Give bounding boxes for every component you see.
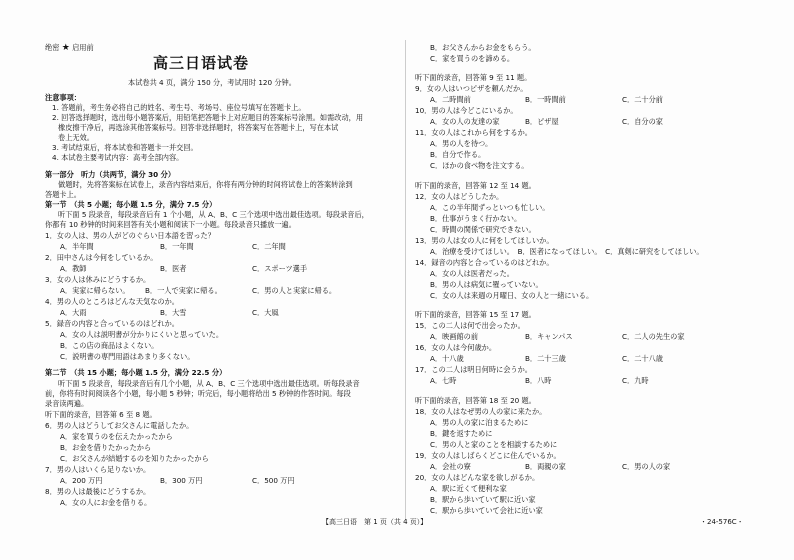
section2-instruction: 录音读两遍。 <box>45 399 89 408</box>
option-b: B．300 万円 <box>160 476 203 485</box>
question-4: 4．男の人のところはどんな天気なのか。 <box>45 297 179 306</box>
option-line: A．この半年間ずっといつも忙しい。 <box>430 203 550 212</box>
option-c: C．九時 <box>622 376 649 385</box>
status-label: 启用前 <box>72 43 94 52</box>
page-title: 高三日语试卷 <box>153 54 250 72</box>
secret-label: 绝密 <box>45 43 60 52</box>
notes-item: 橡皮擦干净后，再选涂其他答案标号。回答非选择题时，将答案写在答题卡上，写在本试 <box>58 123 339 132</box>
option-line: B．この店の商品はよくない。 <box>60 341 159 350</box>
option-c: C．500 万円 <box>252 476 295 485</box>
option-c: C．男の人の家 <box>622 462 671 471</box>
section1-heading: 第一节 （共 5 小题；每小题 1.5 分，满分 7.5 分） <box>45 200 217 209</box>
option-b: B．キャンパス <box>525 332 573 341</box>
part1-heading: 第一部分 听力（共两节，满分 30 分） <box>45 170 176 179</box>
option-b: B．一年間 <box>160 242 194 251</box>
option-a: A．教師 <box>60 264 87 273</box>
option-a: A．大雨 <box>60 308 87 317</box>
section1-instruction: 听下面 5 段录音，每段录音后有 1 个小题，从 A、B、C 三个选项中选出最佳选项。每段录音后， <box>58 210 369 219</box>
question-19: 19．女の人はしばらくどこに住んでいるか。 <box>415 451 561 460</box>
option-b: B．両親の家 <box>525 462 566 471</box>
question-14: 14．録音の内容と合っているのはどれか。 <box>415 258 554 267</box>
option-line: A．男の人の家に泊まるために <box>430 418 529 427</box>
option-line: C．女の人は来週の月曜日、女の人と一緒にいる。 <box>430 291 594 300</box>
question-9: 9．女の人はいつピザを頼んだか。 <box>415 84 528 93</box>
notes-item: 3. 考试结束后，将本试卷和答题卡一并交回。 <box>52 143 198 152</box>
option-a: A．実家に帰らない。 <box>60 286 130 295</box>
notes-item: 1. 答题前，考生务必将自己的姓名、考生号、考场号、座位号填写在答题卡上。 <box>52 103 306 112</box>
option-b: B．一人で実家に帰る。 <box>145 286 222 295</box>
option-a: A．二時間前 <box>430 95 471 104</box>
option-c: C．男の人と実家に帰る。 <box>252 286 337 295</box>
group-heading: 听下面的录音，回答第 9 至 11 题。 <box>415 73 532 82</box>
option-line: C．男の人と家のことを相談するために <box>430 440 558 449</box>
option-line: A．男の人を待つ。 <box>430 139 493 148</box>
option-c: C．自分の家 <box>622 117 663 126</box>
option-line: A．女の人は説明書が分かりにくいと思っていた。 <box>60 330 224 339</box>
option-line: C．駅から歩いていて会社に近い家 <box>430 506 543 515</box>
secret-header <box>45 43 94 53</box>
question-7: 7．男の人はいくら足りないか。 <box>45 465 151 474</box>
option-b: B．二十三歳 <box>525 354 566 363</box>
option-c: C．大風 <box>252 308 279 317</box>
question-20: 20．女の人はどんな家を欲しがるか。 <box>415 473 540 482</box>
group-heading: 听下面的录音，回答第 18 至 20 题。 <box>415 396 536 405</box>
option-b: B．医者 <box>160 264 187 273</box>
option-b: B．ピザ屋 <box>525 117 559 126</box>
option-a: A．女の人の友達の家 <box>430 117 500 126</box>
option-b: B．一時間前 <box>525 95 566 104</box>
option-line: C．お父さんが結婚するのを知りたかったから <box>60 454 209 463</box>
option-line: C．家を買うのを諦める。 <box>430 54 515 63</box>
section2-instruction: 听下面 5 段录音，每段录音后有几个小题，从 A、B、C 三个选项中选出最佳选项。听每段录音 <box>58 379 360 388</box>
option-line: B．男の人は病気に罹っていない。 <box>430 280 543 289</box>
question-2: 2．田中さんは今何をしているか。 <box>45 253 158 262</box>
option-c: C．二十分前 <box>622 95 663 104</box>
notes-item: 2. 回答选择题时，选出每小题答案后，用铅笔把答题卡上对应题目的答案标号涂黑。如需改动，用 <box>52 113 364 122</box>
exam-code: ・24-576C・ <box>700 518 744 526</box>
page-footer: 【高三日语 第 1 页（共 4 页）】 <box>322 518 428 526</box>
option-line: A．家を買うのを伝えたかったから <box>60 432 173 441</box>
option-line: C．説明書の専門用語はあまり多くない。 <box>60 352 195 361</box>
option-c: C．二人の先生の家 <box>622 332 685 341</box>
notes-heading: 注意事项： <box>45 93 81 102</box>
question-11: 11．女の人はこれから何をするか。 <box>415 128 532 137</box>
divider <box>405 40 406 520</box>
question-10: 10．男の人は今どこにいるか。 <box>415 106 518 115</box>
group-heading: 听下面的录音，回答第 15 至 17 题。 <box>415 310 536 319</box>
option-a: A．200 万円 <box>60 476 103 485</box>
section2-instruction: 前，你将有时间阅读各个小题，每小题 5 秒钟；听完后，每小题将给出 5 秒钟的作答时间。每段 <box>45 389 351 398</box>
option-line: B．自分で作る。 <box>430 150 486 159</box>
option-c: C．二十八歳 <box>622 354 663 363</box>
question-1: 1．女の人は、男の人がどのぐらい日本語を習った？ <box>45 231 215 240</box>
option-b: B．八時 <box>525 376 552 385</box>
option-line: B．お父さんからお金をもらう。 <box>430 43 536 52</box>
part1-note: 做题时，先将答案标在试卷上，录音内容结束后，你将有两分钟的时间将试卷上的答案转涂到 <box>58 180 353 189</box>
option-c: C．スポーツ選手 <box>252 264 308 273</box>
option-a: A．十八歳 <box>430 354 464 363</box>
question-18: 18．女の人はなぜ男の人の家に来たか。 <box>415 407 547 416</box>
option-line: A．治療を受けてほしい。 B．医者になってほしい。 C．真剣に研究をしてほしい。 <box>430 247 704 256</box>
question-17: 17．この二人は明日何時に会うか。 <box>415 365 532 374</box>
option-c: C．二年間 <box>252 242 286 251</box>
option-line: B．仕事がうまく行かない。 <box>430 214 522 223</box>
option-a: A．七時 <box>430 376 457 385</box>
notes-item: 卷上无效。 <box>58 133 94 142</box>
star-icon: ★ <box>61 43 70 53</box>
option-line: A．駅に近くて便利な家 <box>430 484 507 493</box>
question-3: 3．女の人は休みにどうするか。 <box>45 275 151 284</box>
page-subtitle: 本试卷共 4 页，满分 150 分，考试用时 120 分钟。 <box>128 78 296 87</box>
option-line: B．鍵を返すために <box>430 429 493 438</box>
option-a: A．映画館の前 <box>430 332 479 341</box>
group-heading: 听下面的录音，回答第 6 至 8 题。 <box>45 410 157 419</box>
option-a: A．会社の寮 <box>430 462 471 471</box>
option-line: C．ほかの食べ物を注文する。 <box>430 161 529 170</box>
section2-heading: 第二节 （共 15 小题；每小题 1.5 分，满分 22.5 分） <box>45 368 227 377</box>
question-6: 6．男の人はどうしてお父さんに電話したか。 <box>45 421 194 430</box>
notes-item: 4. 本试卷主要考试内容：高考全部内容。 <box>52 153 184 162</box>
question-13: 13．男の人は女の人に何をしてほしいか。 <box>415 236 554 245</box>
option-line: B．お金を借りたかったから <box>60 443 152 452</box>
option-a: A．半年間 <box>60 242 94 251</box>
option-line: A．女の人にお金を借りる。 <box>60 498 152 507</box>
option-line: A．女の人は医者だった。 <box>430 269 514 278</box>
question-8: 8．男の人は最後にどうするか。 <box>45 487 151 496</box>
option-b: B．大雪 <box>160 308 187 317</box>
question-16: 16．女の人は今何歳か。 <box>415 343 497 352</box>
option-line: B．駅から歩いていて駅に近い家 <box>430 495 536 504</box>
part1-note: 答题卡上。 <box>45 190 81 199</box>
question-5: 5．録音の内容と合っているのはどれか。 <box>45 319 179 328</box>
question-15: 15．この二人は何で出会ったか。 <box>415 321 525 330</box>
group-heading: 听下面的录音，回答第 12 至 14 题。 <box>415 181 536 190</box>
question-12: 12．女の人はどうしたか。 <box>415 192 504 201</box>
option-line: C．時間の関係で研究できない。 <box>430 225 536 234</box>
section1-instruction: 你都有 10 秒钟的时间来回答有关小题和阅读下一小题。每段录音只播放一遍。 <box>45 220 296 229</box>
